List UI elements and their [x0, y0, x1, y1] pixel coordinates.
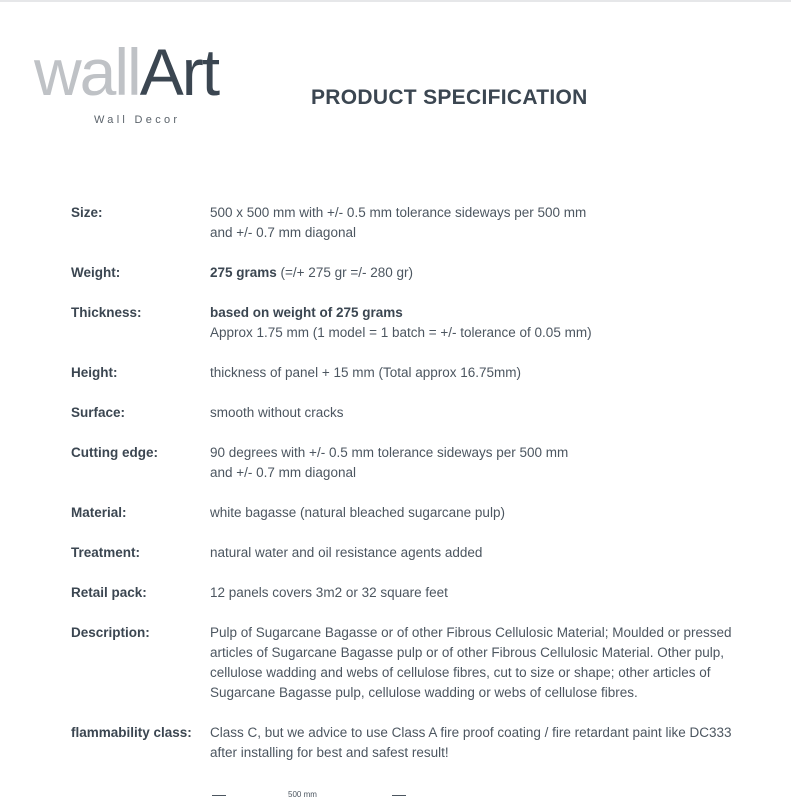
spec-value-line: Approx 1.75 mm (1 model = 1 batch = +/- tolerance of 0.05 mm) — [210, 325, 592, 340]
spec-value-line: 500 x 500 mm with +/- 0.5 mm tolerance sideways per 500 mm — [210, 205, 587, 220]
spec-row-surface — [71, 403, 751, 423]
spec-row-height — [71, 363, 751, 383]
spec-label: Weight: — [71, 265, 121, 280]
logo-wordmark — [34, 36, 218, 108]
logo-art-text: Art — [139, 35, 219, 109]
spec-label: Surface: — [71, 405, 126, 420]
spec-value-line: 90 degrees with +/- 0.5 mm tolerance sideways per 500 mm — [210, 445, 569, 460]
spec-value-line: cellulose wadding and webs of cellulose fibres, cut to size or shape; other articles of — [210, 665, 711, 680]
spec-row-retail-pack — [71, 583, 751, 603]
spec-value-line: Pulp of Sugarcane Bagasse or of other Fibrous Cellulosic Material; Moulded or pressed — [210, 625, 732, 640]
wallart-logo — [34, 36, 244, 132]
spec-label: Size: — [71, 205, 103, 220]
dimension-label: 500 mm — [288, 790, 317, 799]
spec-value — [210, 303, 750, 343]
spec-value-line: Class C, but we advice to use Class A fire proof coating / fire retardant paint like DC333 — [210, 725, 732, 740]
spec-label: Treatment: — [71, 545, 141, 560]
spec-label: Description: — [71, 625, 150, 640]
spec-value: natural water and oil resistance agents added — [210, 545, 483, 560]
spec-row-material — [71, 503, 751, 523]
spec-value — [210, 443, 750, 483]
spec-label: Material: — [71, 505, 127, 520]
spec-value-text: (=/+ 275 gr =/- 280 gr) — [276, 265, 413, 280]
spec-label: Cutting edge: — [71, 445, 158, 460]
spec-value — [210, 203, 750, 243]
spec-list — [71, 203, 751, 783]
spec-value — [210, 723, 750, 763]
page-title: PRODUCT SPECIFICATION — [311, 86, 588, 109]
spec-value-line: Sugarcane Bagasse pulp, cellulose wadding or webs of cellulose fibres. — [210, 685, 638, 700]
spec-label: Retail pack: — [71, 585, 147, 600]
spec-value: smooth without cracks — [210, 405, 344, 420]
spec-row-thickness — [71, 303, 751, 343]
spec-row-description — [71, 623, 751, 703]
dimension-tick — [392, 795, 406, 796]
spec-value-line: and +/- 0.7 mm diagonal — [210, 225, 356, 240]
spec-value — [210, 623, 750, 703]
spec-value-line: and +/- 0.7 mm diagonal — [210, 465, 356, 480]
spec-value-line: after installing for best and safest result! — [210, 745, 449, 760]
spec-value-bold: based on weight of 275 grams — [210, 305, 403, 320]
logo-wall-text: wall — [34, 35, 140, 109]
spec-label: flammability class: — [71, 725, 192, 740]
spec-row-cutting-edge — [71, 443, 751, 483]
spec-value: 12 panels covers 3m2 or 32 square feet — [210, 585, 448, 600]
spec-value-line: articles of Sugarcane Bagasse pulp or of other Fibrous Cellulosic Material. Other pulp, — [210, 645, 725, 660]
spec-value: thickness of panel + 15 mm (Total approx 16.75mm) — [210, 365, 522, 380]
top-divider — [0, 0, 791, 2]
spec-value — [210, 263, 750, 283]
logo-subtitle: Wall Decor — [94, 114, 181, 126]
spec-value-bold: 275 grams — [210, 265, 277, 280]
spec-value: white bagasse (natural bleached sugarcane pulp) — [210, 505, 505, 520]
spec-row-size — [71, 203, 751, 243]
dimension-tick — [212, 795, 226, 796]
spec-label: Height: — [71, 365, 118, 380]
spec-row-flammability — [71, 723, 751, 763]
spec-row-treatment — [71, 543, 751, 563]
spec-row-weight — [71, 263, 751, 283]
spec-label: Thickness: — [71, 305, 142, 320]
